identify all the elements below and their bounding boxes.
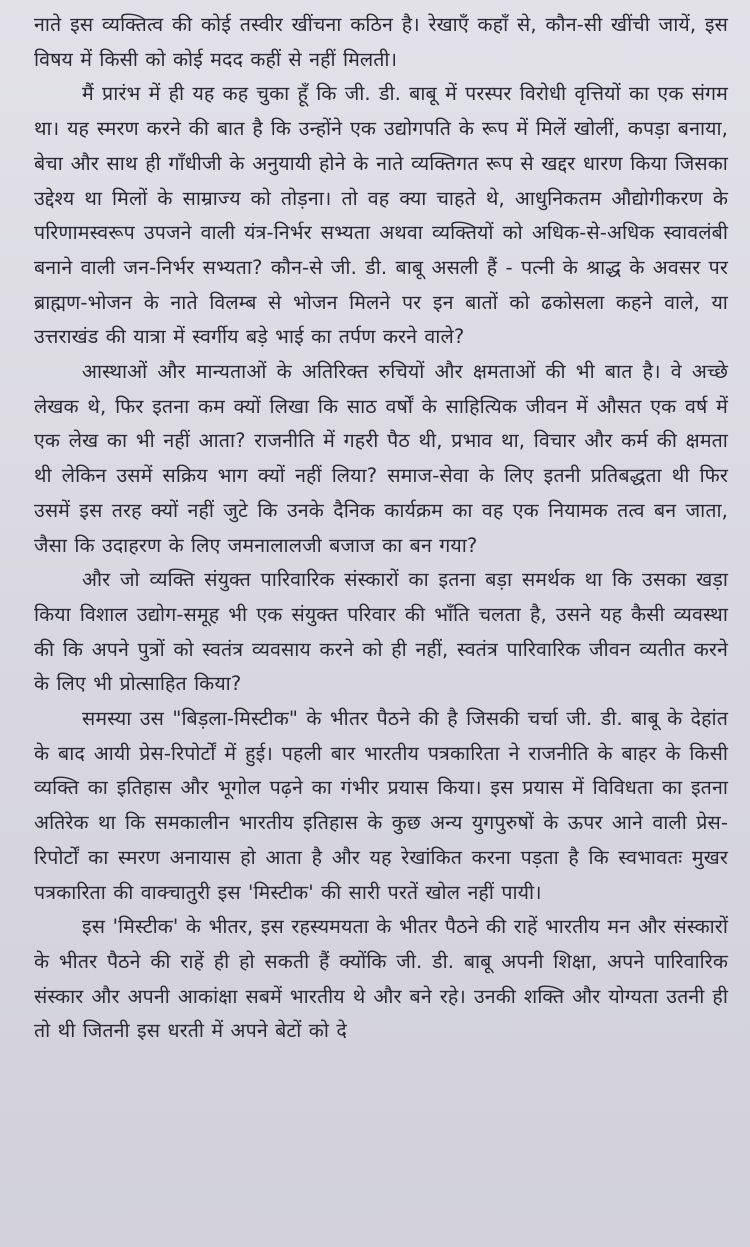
paragraph-1: नाते इस व्यक्तित्व की कोई तस्वीर खींचना कठिन है। रेखाएँ कहाँ से, कौन-सी खींची जायें, इस विषय में किसी को कोई मदद कहीं से नहीं मिलती। [34, 13, 728, 71]
paragraph-3: आस्थाओं और मान्यताओं के अतिरिक्त रुचियों और क्षमताओं की भी बात है। वे अच्छे लेखक थे, फिर इतना कम क्यों लिखा कि साठ वर्षों के साहित्यिक जीवन में औसत एक वर्ष में एक लेख का भी नहीं आता? राजनीति में गहरी पैठ थी, प्रभाव था, विचार और कर्म की क्षमता थी लेकिन उसमें सक्रिय भाग क्यों नहीं लिया? समाज-सेवा के लिए इतनी प्रतिबद्धता थी फिर उसमें इस तरह क्यों नहीं जुटे कि उनके दैनिक कार्यक्रम का वह एक नियामक तत्व बन जाता, जैसा कि उदाहरण के लिए जमनालालजी बजाज का बन गया? [34, 360, 728, 557]
paragraph-6: इस 'मिस्टीक' के भीतर, इस रहस्यमयता के भीतर पैठने की राहें भारतीय मन और संस्कारों के भीतर पैठने की राहें ही हो सकती हैं क्योंकि जी. डी. बाबू अपनी शिक्षा, अपने पारिवारिक संस्कार और अपनी आकांक्षा सबमें भारतीय थे और बने रहे। उनकी शक्ति और योग्यता उतनी ही तो थी जितनी इस धरती में अपने बेटों को दे [34, 915, 728, 1043]
paragraph-5: समस्या उस "बिड़ला-मिस्टीक" के भीतर पैठने की है जिसकी चर्चा जी. डी. बाबू के देहांत के बाद आयी प्रेस-रिपोर्टों में हुई। पहली बार भारतीय पत्रकारिता ने राजनीति के बाहर के किसी व्यक्ति का इतिहास और भूगोल पढ़ने का गंभीर प्रयास किया। इस प्रयास में विविधता का इतना अतिरेक था कि समकालीन भारतीय इतिहास के कुछ अन्य युगपुरुषों के ऊपर आने वाली प्रेस-रिपोर्टों का स्मरण अनायास हो आता है और यह रेखांकित करना पड़ता है कि स्वभावतः मुखर पत्रकारिता की वाक्चातुरी इस 'मिस्टीक' की सारी परतें खोल नहीं पायी। [34, 707, 728, 904]
paragraph-2: मैं प्रारंभ में ही यह कह चुका हूँ कि जी. डी. बाबू में परस्पर विरोधी वृत्तियों का एक संगम था। यह स्मरण करने की बात है कि उन्होंने एक उद्योगपति के रूप में मिलें खोलीं, कपड़ा बनाया, बेचा और साथ ही गाँधीजी के अनुयायी होने के नाते व्यक्तिगत रूप से खद्दर धारण किया जिसका उद्देश्य था मिलों के साम्राज्य को तोड़ना। तो वह क्या चाहते थे, आधुनिकतम औद्योगीकरण के परिणामस्वरूप उपजने वाली यंत्र-निर्भर सभ्यता अथवा व्यक्तियों को अधिक-से-अधिक स्वावलंबी बनाने वाली जन-निर्भर सभ्यता? कौन-से जी. डी. बाबू असली हैं - पत्नी के श्राद्ध के अवसर पर ब्राह्मण-भोजन के नाते विलम्ब से भोजन मिलने पर इन बातों को ढकोसला कहने वाले, या उत्तराखंड की यात्रा में स्वर्गीय बड़े भाई का तर्पण करने वाले? [34, 82, 728, 349]
paragraph-4: और जो व्यक्ति संयुक्त पारिवारिक संस्कारों का इतना बड़ा समर्थक था कि उसका खड़ा किया विशाल उद्योग-समूह भी एक संयुक्त परिवार की भाँति चलता है, उसने यह कैसी व्यवस्था की कि अपने पुत्रों को स्वतंत्र व्यवसाय करने को ही नहीं, स्वतंत्र पारिवारिक जीवन व्यतीत करने के लिए भी प्रोत्साहित किया? [34, 568, 728, 696]
